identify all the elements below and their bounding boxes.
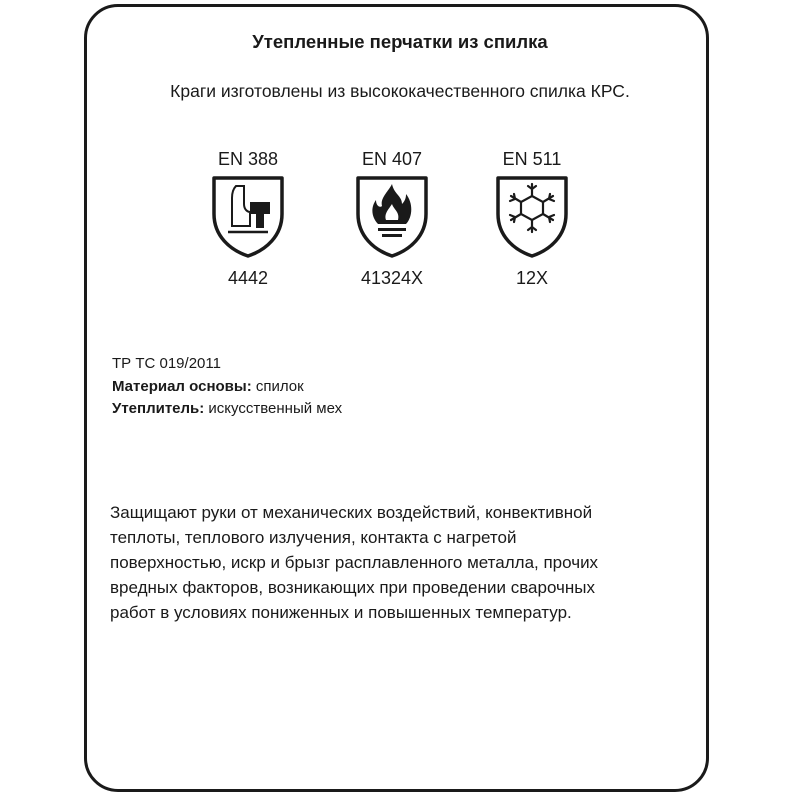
description-line: поверхностью, искр и брызг расплавленного металла, прочих (110, 553, 599, 572)
cert-standard: EN 511 (502, 149, 562, 169)
cert-code: 41324X (360, 268, 424, 288)
material-value: спилок (251, 378, 304, 395)
cert-en388 (188, 146, 308, 289)
cert-standard: EN 407 (361, 149, 423, 169)
snowflake-icon (494, 174, 570, 258)
cert-en511 (472, 146, 592, 289)
cert-standard: EN 388 (217, 149, 279, 169)
flame-icon (354, 174, 430, 258)
description-line: вредных факторов, возникающих при проведении сварочных (110, 578, 596, 597)
cert-code: 12X (515, 268, 549, 288)
intro-text: Краги изготовлены из высококачественного спилка КРС. (170, 81, 630, 101)
insulation-line (112, 400, 342, 417)
info-card (84, 4, 709, 792)
regulation-text: ТР ТС 019/2011 (112, 355, 221, 372)
material-label: Материал основы: (112, 378, 252, 395)
insulation-value: искусственный мех (204, 400, 343, 417)
description (110, 500, 710, 625)
description-line: Защищают руки от механических воздействий, конвективной (110, 503, 593, 522)
insulation-label: Утеплитель: (112, 400, 205, 417)
mechanical-hammer-icon (210, 174, 286, 258)
cert-code: 4442 (227, 268, 269, 288)
description-line: работ в условиях пониженных и повышенных температур. (110, 603, 572, 622)
cert-en407 (332, 146, 452, 289)
material-line (112, 378, 304, 395)
page-title: Утепленные перчатки из спилка (252, 31, 548, 52)
description-line: теплоты, теплового излучения, контакта с нагретой (110, 528, 517, 547)
